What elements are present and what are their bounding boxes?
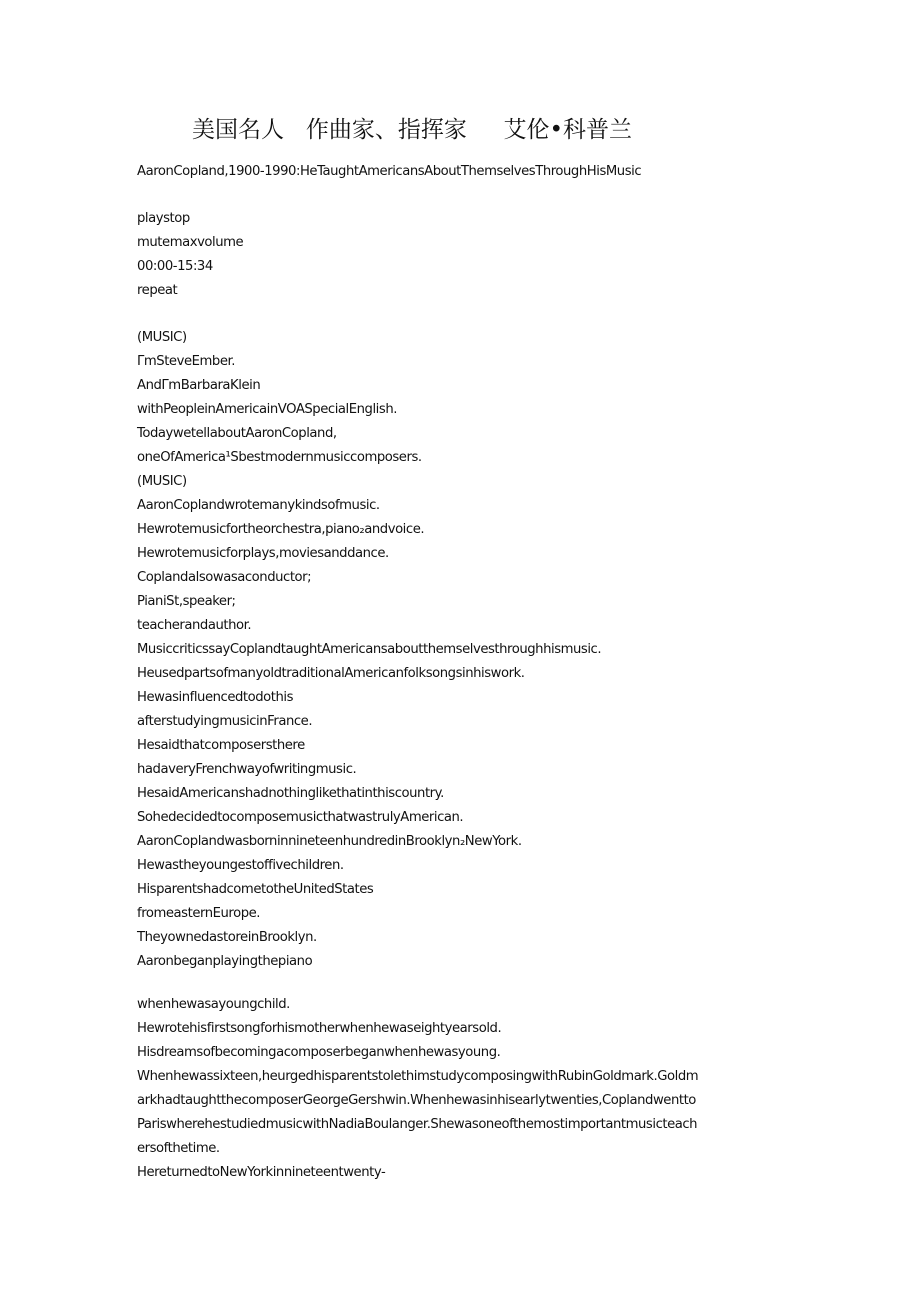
player-play-stop-text: playstop — [137, 211, 190, 226]
body-line: SohedecidedtocomposemusicthatwastrulyAmerican. — [137, 810, 464, 825]
body-line: teacherandauthor. — [137, 618, 252, 633]
body-line: arkhadtaughtthecomposerGeorgeGershwin.Whenhewasinhisearlytwenties,Coplandwentto — [137, 1093, 696, 1108]
page-title: 美国名人 作曲家、指挥家 艾伦•科普兰 — [192, 117, 633, 143]
body-line: (MUSIC) — [137, 474, 187, 489]
player-repeat-text: repeat — [137, 283, 178, 298]
body-line: Hewasinfluencedtodothis — [137, 690, 294, 705]
body-line: HisparentshadcometotheUnitedStates — [137, 882, 374, 897]
body-line: fromeasternEurope. — [137, 906, 261, 921]
body-line: PianiSt,speaker; — [137, 594, 236, 609]
body-line: Hewrotemusicfortheorchestra,piano₂andvoice. — [137, 522, 425, 537]
body-line: Whenhewassixteen,heurgedhisparentstolethimstudycomposingwithRubinGoldmark.Goldm — [137, 1069, 699, 1084]
body-line: HeusedpartsofmanyoldtraditionalAmericanfolksongsinhiswork. — [137, 666, 525, 681]
player-time-text: 00:00-15:34 — [137, 259, 213, 274]
body-line: ersofthetime. — [137, 1141, 220, 1156]
body-line: AaronCoplandwasborninnineteenhundredinBrooklyn₂NewYork. — [137, 834, 522, 849]
body-line: PariswherehestudiedmusicwithNadiaBoulanger.Shewasoneofthemostimportantmusicteach — [137, 1117, 698, 1132]
body-line: Hesaidthatcomposersthere — [137, 738, 305, 753]
body-line: Coplandalsowasaconductor; — [137, 570, 312, 585]
body-line: HereturnedtoNewYorkinnineteentwenty- — [137, 1165, 386, 1180]
body-line: Hewastheyoungestoffivechildren. — [137, 858, 344, 873]
body-line: AaronCoplandwrotemanykindsofmusic. — [137, 498, 380, 513]
body-line: withPeopleinAmericainVOASpecialEnglish. — [137, 402, 397, 417]
subtitle: AaronCopland,1900-1990:HeTaughtAmericansAboutThemselvesThroughHisMusic — [137, 164, 642, 179]
body-line: Hewrotemusicforplays,moviesanddance. — [137, 546, 389, 561]
body-line: TodaywetellaboutAaronCopland, — [137, 426, 337, 441]
body-line: Hewrotehisfirstsongforhismotherwhenhewaseightyearsold. — [137, 1021, 502, 1036]
body-line: whenhewasayoungchild. — [137, 997, 290, 1012]
body-line: hadaveryFrenchwayofwritingmusic. — [137, 762, 357, 777]
body-line: (MUSIC) — [137, 330, 187, 345]
body-line: Aaronbeganplayingthepiano — [137, 954, 313, 969]
player-volume-text: mutemaxvolume — [137, 235, 244, 250]
body-line: ΓmSteveEmber. — [137, 354, 235, 369]
body-line: Hisdreamsofbecomingacomposerbeganwhenhewasyoung. — [137, 1045, 501, 1060]
body-line: MusiccriticssayCoplandtaughtAmericansaboutthemselvesthroughhismusic. — [137, 642, 602, 657]
body-line: TheyownedastoreinBrooklyn. — [137, 930, 317, 945]
body-line: AndΓmBarbaraKlein — [137, 378, 261, 393]
body-line: afterstudyingmusicinFrance. — [137, 714, 313, 729]
body-line: HesaidAmericanshadnothinglikethatinthiscountry. — [137, 786, 444, 801]
body-line: oneOfAmerica¹Sbestmodernmusiccomposers. — [137, 450, 422, 465]
